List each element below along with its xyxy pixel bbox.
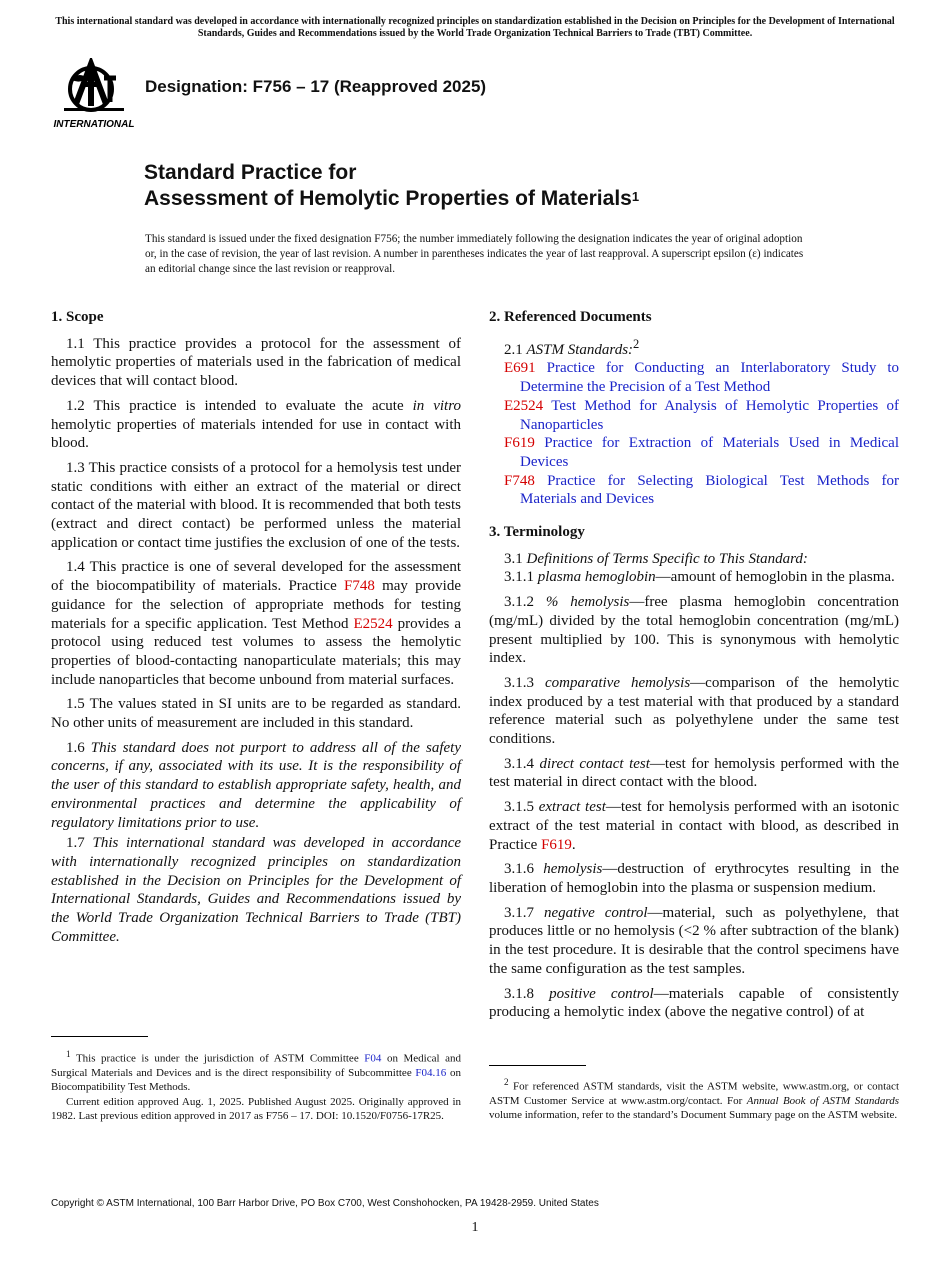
header-notice: This international standard was developed in accordance with internationally recognized principles on standardization established in the Decision on Principles for the Development of International Standards, Guides and Recommendations issued by the World Trade Organization Technical Barriers to Trade (TBT) Committee. [55,16,895,39]
astm-logo [52,58,136,132]
page-number: 1 [471,1220,479,1235]
term-3-1-3: 3.1.3 comparative hemolysis—comparison of the hemolytic index produced by a test material with that produced by a standard reference material such as polyethylene under the same test conditions. [489,674,899,748]
copyright: Copyright © ASTM International, 100 Barr Harbor Drive, PO Box C700, West Conshohocken, PA 19428-2959. United States [51,1198,599,1209]
link-f04[interactable]: F04 [364,1052,382,1065]
astm-standards-label: 2.1 ASTM Standards:$^2$ [504,336,640,358]
term-3-1-6: 3.1.6 hemolysis—destruction of erythrocytes resulting in the liberation of hemoglobin into the plasma or suspension medium. [489,861,899,896]
left-column [51,308,461,953]
designation: Designation: F756 – 17 (Reapproved 2025) [145,77,487,96]
title-line-1: Standard Practice for [144,161,357,184]
scope-1-7: 1.7 This international standard was developed in accordance with internationally recognized principles on standardization established in the Decision on Principles for the Development of International Standards, Guides and Recommendations issued by the World Trade Organization Technical Barriers to Trade (TBT) Committee. [51,835,462,945]
term-3-1-8: 3.1.8 positive control—materials capable of consistently producing a hemolytic index (above the negative control) of at [489,985,899,1021]
link-f748[interactable]: F748 [344,578,375,595]
scope-1-6: 1.6 This standard does not purport to address all of the safety concerns, if any, associated with its use. It is the responsibility of the user of this standard to establish appropriate safety, health, and environmental practices and determine the applicability of regulatory limitations prior to use. [51,739,461,831]
referenced-heading: 2. Referenced Documents [489,309,652,325]
reference-item[interactable]: E691 Practice for Conducting an Interlaboratory Study to Determine the Precision of a Test Method [504,360,899,396]
footnote-1: $^1$ This practice is under the jurisdiction of ASTM Committee F04 on Medical and Surgical Materials and Devices and is the direct responsibility of Subcommittee F04.16 on Biocompatibility Test Methods. Current edition approved Aug. 1, 2025. Published August 2025. Originally approved in 1982. Last previous edition approved in 2017 as F756 – 17. DOI: 10.1520/F0756-17R25. [51,1049,462,1122]
term-3-1-1: 3.1.1 plasma hemoglobin—amount of hemoglobin in the plasma. [504,569,895,586]
footnote-rule-left [51,1036,148,1037]
term-3-1-4: 3.1.4 direct contact test—test for hemolysis performed with the test material in direct contact with the blood. [489,755,899,791]
scope-1-5: 1.5 The values stated in SI units are to be regarded as standard. No other units of measurement are included in this standard. [51,696,461,732]
link-f619[interactable]: F619 [541,836,572,853]
scope-1-1: 1.1 This practice provides a protocol for the assessment of hemolytic properties of materials used in the fabrication of medical devices that will contact blood. [51,335,461,390]
title-footnote-mark[interactable]: 1 [631,189,640,204]
term-3-1: 3.1 Definitions of Terms Specific to This Standard: [504,550,808,567]
term-3-1-2: 3.1.2 % hemolysis—free plasma hemoglobin concentration (mg/mL) divided by the total hemoglobin concentration (mg/mL) present multiplied by 100. This is synonymous with hemolytic index. [489,594,900,667]
link-f04-16[interactable]: F04.16 [415,1066,447,1079]
link-e2524[interactable]: E2524 [353,615,393,632]
terminology-heading: 3. Terminology [489,524,585,541]
logo-text: INTERNATIONAL [53,119,135,130]
title-line-2: Assessment of Hemolytic Properties of Materials$^1$ [144,187,640,210]
scope-1-2: 1.2 This practice is intended to evaluate the acute in vitro hemolytic properties of materials intended for use in contact with blood. [51,397,461,452]
term-3-1-5: 3.1.5 extract test—test for hemolysis performed with an isotonic extract of the test material in contact with blood, as described in Practice F619. [489,799,899,853]
footnote-rule-right [489,1065,586,1066]
reference-item[interactable]: E2524 Test Method for Analysis of Hemolytic Properties of Nanoparticles [504,397,899,433]
scope-1-4: 1.4 This practice is one of several developed for the assessment of the biocompatibility of materials. Practice F748 may provide guidance for the selection of appropriate methods for testing materials for a specific application. Test Method E2524 provides a protocol using reduced test volumes to assess the hemolytic properties of blood-contacting nanoparticulate materials; this may include nanoparticles that become unbound from material surfaces. [51,559,461,688]
reference-item[interactable]: F748 Practice for Selecting Biological Test Methods for Materials and Devices [504,472,900,508]
footnote-2: $^2$ For referenced ASTM standards, visit the ASTM website, www.astm.org, or contact ASTM Customer Service at www.astm.org/contact. For Annual Book of ASTM Standards volume information, refer to the standard’s Document Summary page on the ASTM website. [489,1077,899,1122]
right-column [489,308,899,1028]
scope-heading: 1. Scope [51,309,104,325]
scope-1-3: 1.3 This practice consists of a protocol for a hemolysis test under static conditions with either an extract of the material or direct contact of the material with blood. It is recommended that both tests (extract and direct contact) be performed unless the material application or contact time justifies the exclusion of one of the tests. [51,459,461,551]
page-title [144,160,639,212]
issued-note: This standard is issued under the fixed designation F756; the number immediately following the designation indicates the year of original adoption or, in the case of revision, the year of last revision. A number in parentheses indicates the year of last reapproval. A superscript epsilon (ε) indicates an editorial change since the last revision or reapproval. [145,233,804,275]
term-3-1-7: 3.1.7 negative control—material, such as polyethylene, that produces little or no hemolysis (<2 % after subtraction of the blank) in the test procedure. It is desirable that the control specimens have the same configuration as the test samples. [489,904,899,977]
reference-item[interactable]: F619 Practice for Extraction of Materials Used in Medical Devices [504,435,899,470]
